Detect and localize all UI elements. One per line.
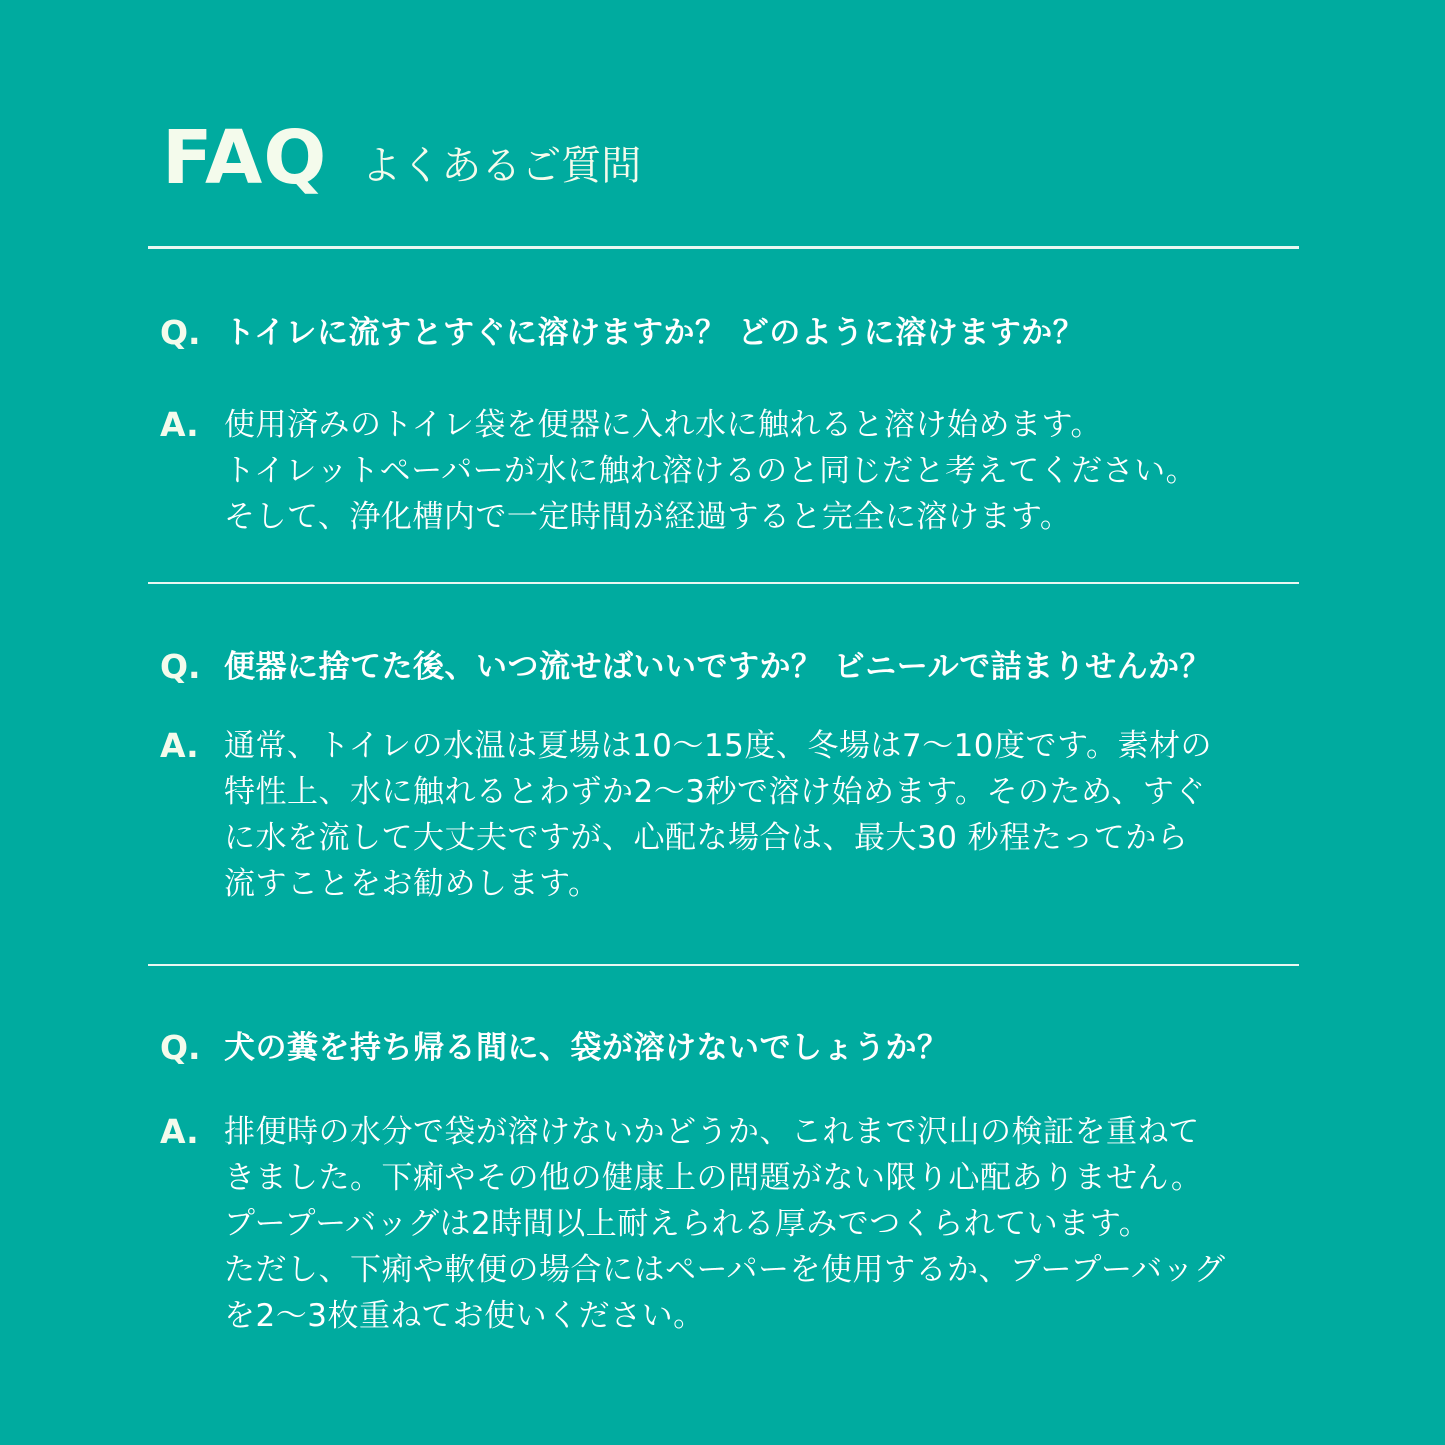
- question-marker: Q.: [160, 313, 201, 352]
- answer-row: [160, 1109, 1310, 1339]
- answer-marker: A.: [160, 405, 199, 444]
- faq-item-1: [160, 310, 1310, 540]
- page-title: FAQ: [162, 115, 328, 201]
- answer-text: 通常、トイレの水温は夏場は10～15度、冬場は7～10度です。素材の 特性上、水に触れるとわずか2～3秒で溶け始めます。そのため、すぐ に水を流して大丈夫ですが、心配な場合は、最大30 秒程たってから 流すことをお勧めします。: [224, 728, 1213, 902]
- question-marker: Q.: [160, 647, 201, 686]
- faq-item-3: [160, 1025, 1310, 1339]
- faq-header: [162, 115, 642, 201]
- answer-marker: A.: [160, 726, 199, 765]
- answer-text: 使用済みのトイレ袋を便器に入れ水に触れると溶け始めます。 トイレットペーパーが水に触れ溶けるのと同じだと考えてください。 そして、浄化槽内で一定時間が経過すると完全に溶けます。: [224, 407, 1198, 535]
- question-text: トイレに流すとすぐに溶けますか？ どのように溶けますか？: [224, 315, 1085, 351]
- divider-1: [148, 582, 1299, 584]
- answer-row: [160, 723, 1310, 907]
- divider-2: [148, 964, 1299, 966]
- faq-item-2: [160, 644, 1310, 907]
- answer-marker: A.: [160, 1112, 199, 1151]
- divider-top: [148, 246, 1299, 249]
- answer-row: [160, 402, 1310, 540]
- page-subtitle: よくあるご質問: [361, 143, 642, 189]
- question-marker: Q.: [160, 1028, 201, 1067]
- question-row: [160, 310, 1310, 356]
- answer-text: 排便時の水分で袋が溶けないかどうか、これまで沢山の検証を重ねて きました。下痢やその他の健康上の問題がない限り心配ありません。 プープーバッグは2時間以上耐えられる厚みでつくられています。 ただし、下痢や軟便の場合にはペーパーを使用するか、プープーバッグ を2～3枚重ねてお使いください。: [224, 1114, 1226, 1334]
- question-row: [160, 644, 1310, 690]
- question-text: 犬の糞を持ち帰る間に、袋が溶けないでしょうか？: [224, 1030, 949, 1066]
- question-row: [160, 1025, 1310, 1071]
- question-text: 便器に捨てた後、いつ流せばいいですか？ ビニールで詰まりせんか？: [224, 649, 1212, 685]
